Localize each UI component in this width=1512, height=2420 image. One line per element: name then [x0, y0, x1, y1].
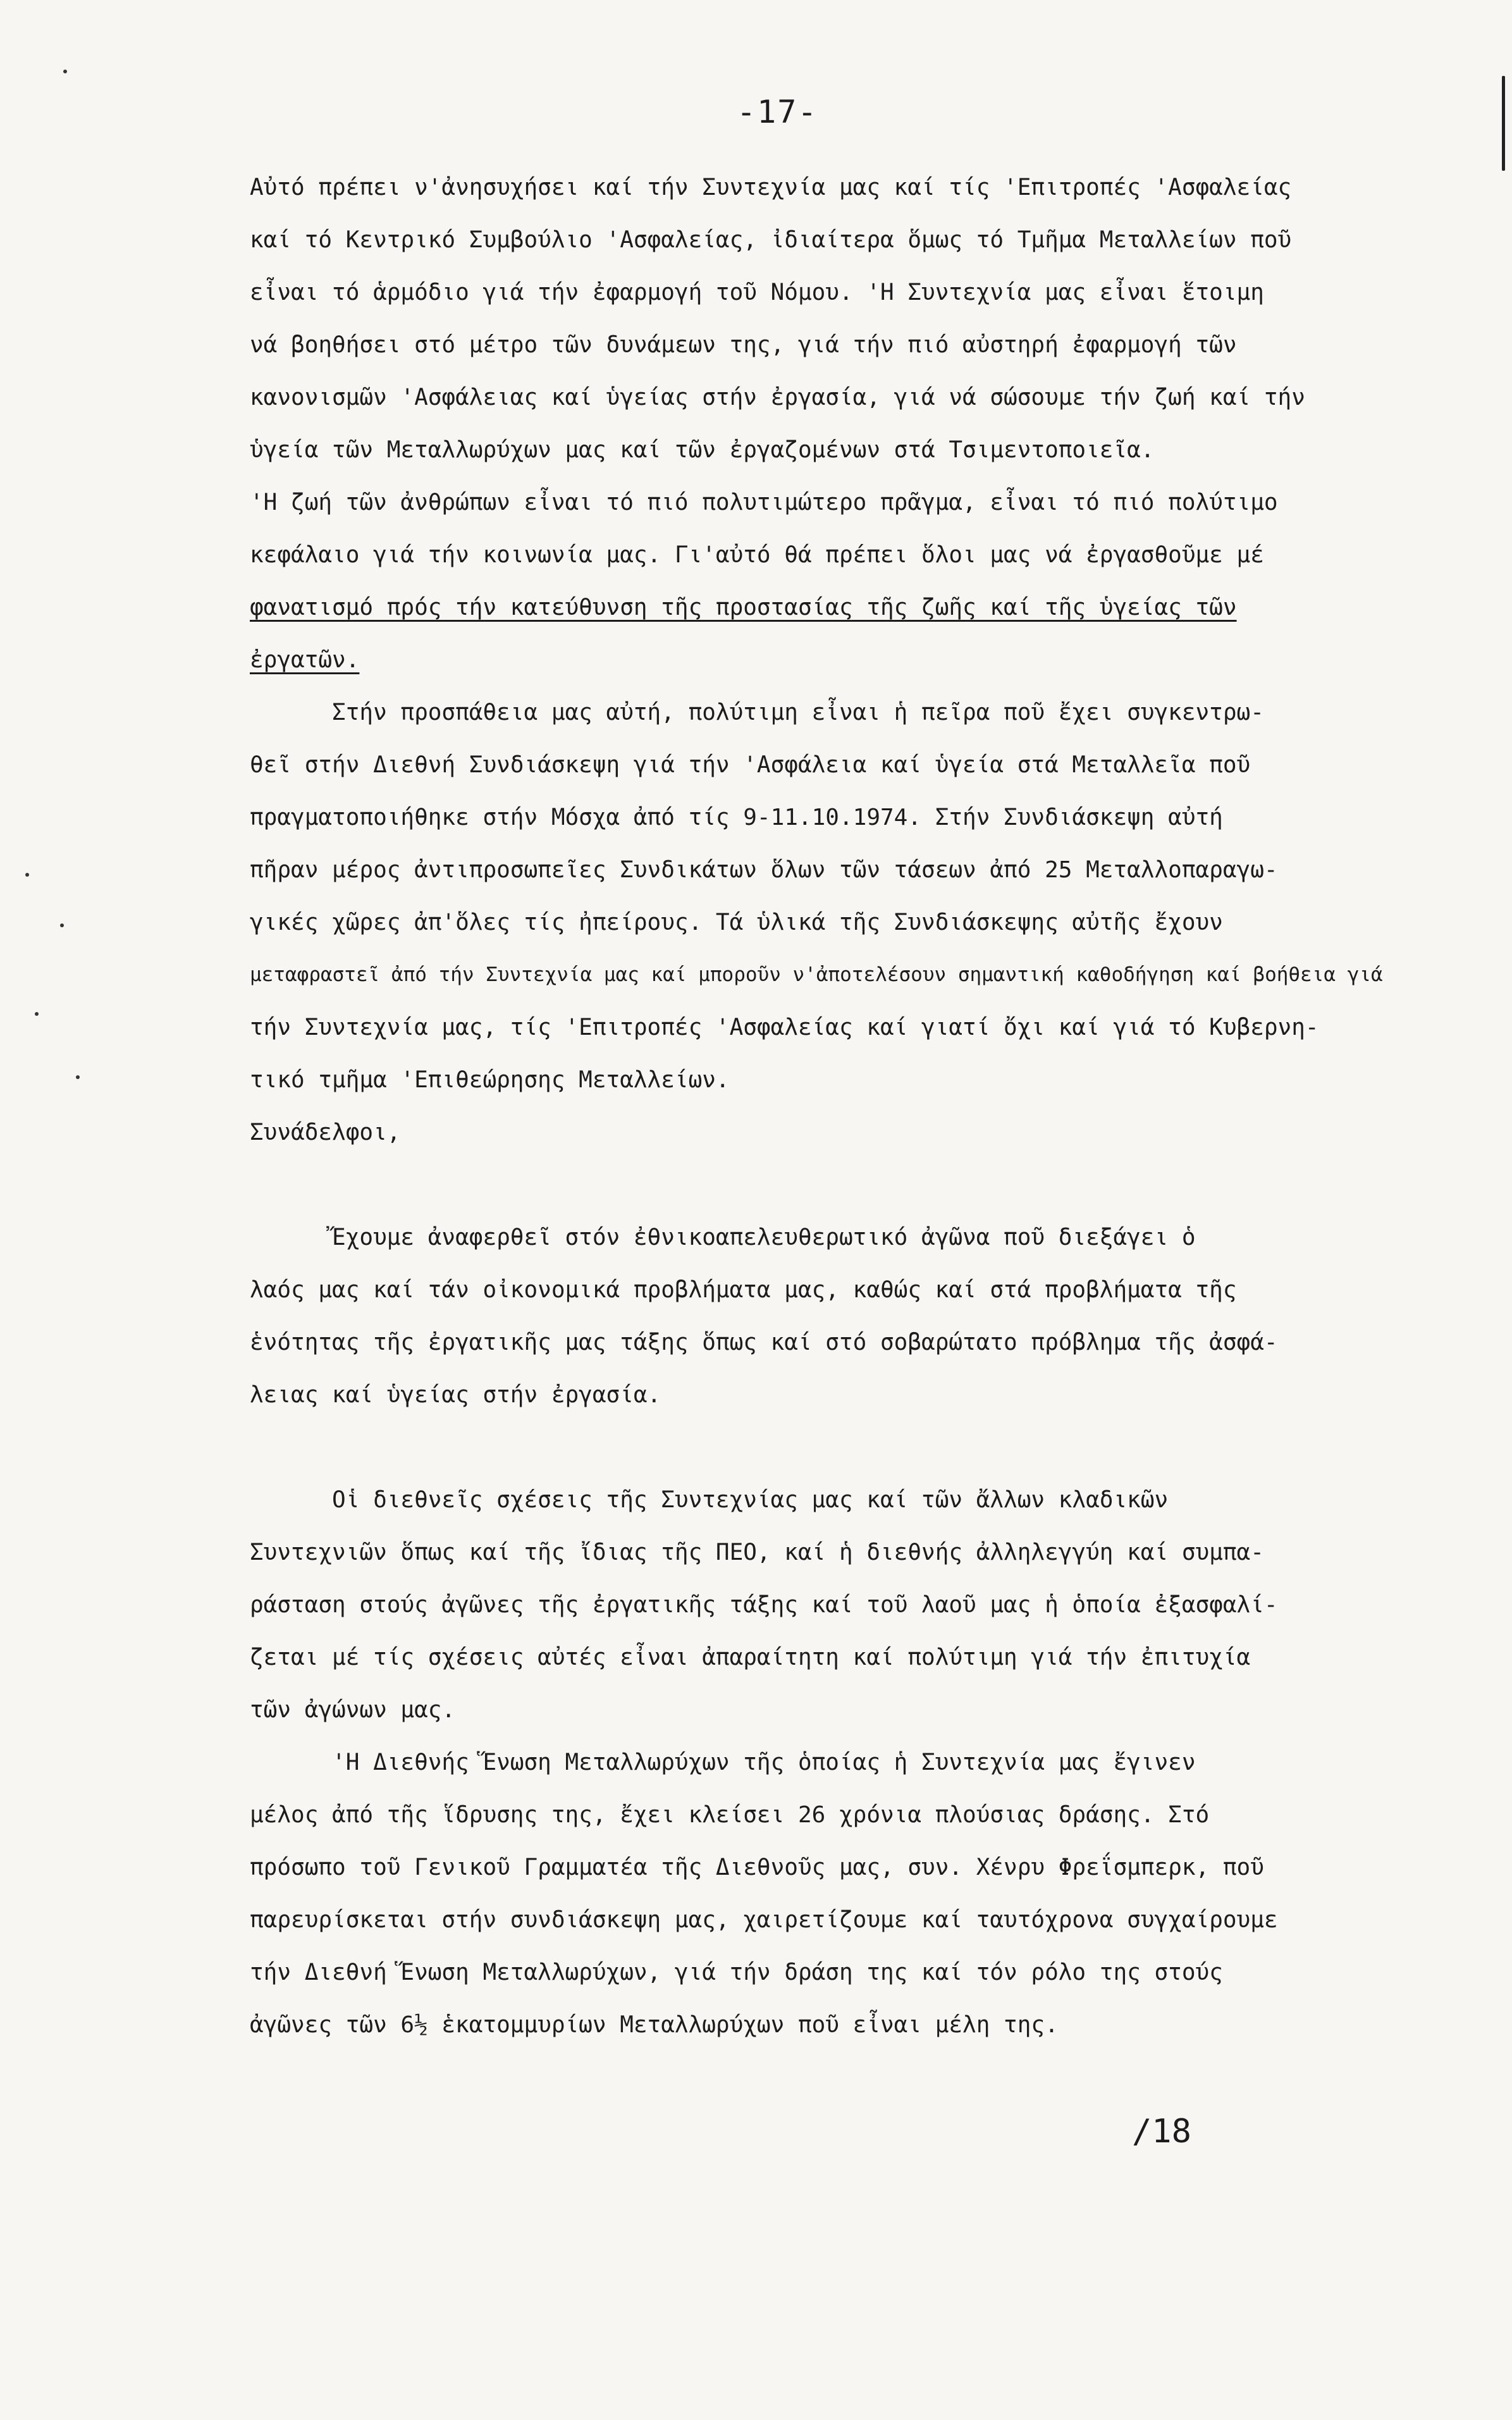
- page-number: -17-: [737, 94, 818, 130]
- text-line: γικές χῶρες ἀπ'ὅλες τίς ἠπείρους. Τά ὑλικά τῆς Συνδιάσκεψης αὐτῆς ἔχουν: [250, 910, 1223, 935]
- text-line: Αὐτό πρέπει ν'ἀνησυχήσει καί τήν Συντεχνία μας καί τίς 'Επιτροπές 'Ασφαλείας: [250, 175, 1292, 201]
- text-line: ράσταση στούς ἀγῶνες τῆς ἐργατικῆς τάξης καί τοῦ λαοῦ μας ἡ ὁποία ἐξασφαλί-: [250, 1592, 1278, 1618]
- next-page-reference: /18: [1132, 2113, 1191, 2151]
- text-line: μεταφραστεῖ ἀπό τήν Συντεχνία μας καί μποροῦν ν'ἀποτελέσουν σημαντική καθοδήγηση καί βοήθεια γιά: [250, 963, 1383, 986]
- salutation: Συνάδελφοι,: [250, 1120, 401, 1145]
- text-line: 'Η Διεθνής Ἕνωση Μεταλλωρύχων τῆς ὁποίας ἡ Συντεχνία μας ἔγινεν: [250, 1750, 1196, 1775]
- text-line: εἶναι τό ἁρμόδιο γιά τήν ἐφαρμογή τοῦ Νόμου. 'Η Συντεχνία μας εἶναι ἕτοιμη: [250, 280, 1264, 306]
- text-line: μέλος ἀπό τῆς ἵδρυσης της, ἔχει κλείσει 26 χρόνια πλούσιας δράσης. Στό: [250, 1802, 1210, 1828]
- text-line: τικό τμῆμα 'Επιθεώρησης Μεταλλείων.: [250, 1067, 730, 1093]
- scan-edge-mark: [1502, 76, 1505, 171]
- text-line: Ἔχουμε ἀναφερθεῖ στόν ἐθνικοαπελευθερωτικό ἀγῶνα ποῦ διεξάγει ὁ: [250, 1225, 1196, 1250]
- text-line: Στήν προσπάθεια μας αὐτή, πολύτιμη εἶναι ἡ πεῖρα ποῦ ἔχει συγκεντρω-: [250, 700, 1264, 725]
- text-line: ὑγεία τῶν Μεταλλωρύχων μας καί τῶν ἐργαζομένων στά Τσιμεντοποιεῖα.: [250, 437, 1155, 463]
- text-line: τήν Διεθνή Ἕνωση Μεταλλωρύχων, γιά τήν δράση της καί τόν ρόλο της στούς: [250, 1960, 1223, 1985]
- text-line: ἀγῶνες τῶν 6½ ἑκατομμυρίων Μεταλλωρύχων ποῦ εἶναι μέλη της.: [250, 2012, 1059, 2038]
- text-line: παρευρίσκεται στήν συνδιάσκεψη μας, χαιρετίζουμε καί ταυτόχρονα συγχαίρουμε: [250, 1907, 1278, 1933]
- scan-speck: [76, 1075, 80, 1079]
- text-line: πραγματοποιήθηκε στήν Μόσχα ἀπό τίς 9-11.10.1974. Στήν Συνδιάσκεψη αὐτή: [250, 805, 1223, 830]
- text-line: Οἱ διεθνεῖς σχέσεις τῆς Συντεχνίας μας καί τῶν ἄλλων κλαδικῶν: [250, 1487, 1169, 1513]
- text-line: τῶν ἀγώνων μας.: [250, 1697, 456, 1723]
- text-line: λαός μας καί τάν οἰκονομικά προβλήματα μας, καθώς καί στά προβλήματα τῆς: [250, 1277, 1237, 1303]
- blank-line: [250, 1159, 1486, 1211]
- scan-speck: [63, 70, 67, 73]
- text-line: τήν Συντεχνία μας, τίς 'Επιτροπές 'Ασφαλείας καί γιατί ὄχι καί γιά τό Κυβερνη-: [250, 1015, 1319, 1040]
- text-line: θεῖ στήν Διεθνή Συνδιάσκεψη γιά τήν 'Ασφάλεια καί ὑγεία στά Μεταλλεῖα ποῦ: [250, 752, 1251, 778]
- text-line: ἑνότητας τῆς ἐργατικῆς μας τάξης ὅπως καί στό σοβαρώτατο πρόβλημα τῆς ἀσφά-: [250, 1330, 1278, 1355]
- document-body: [250, 161, 1486, 2051]
- text-line: κεφάλαιο γιά τήν κοινωνία μας. Γι'αὐτό θά πρέπει ὅλοι μας νά ἐργασθοῦμε μέ: [250, 542, 1264, 568]
- scan-speck: [60, 923, 64, 927]
- text-line: Συντεχνιῶν ὅπως καί τῆς ἴδιας τῆς ΠΕΟ, καί ἡ διεθνής ἀλληλεγγύη καί συμπα-: [250, 1540, 1264, 1565]
- scan-speck: [25, 873, 29, 877]
- text-line: καί τό Κεντρικό Συμβούλιο 'Ασφαλείας, ἰδιαίτερα ὅμως τό Τμῆμα Μεταλλείων ποῦ: [250, 227, 1292, 253]
- text-line: νά βοηθήσει στό μέτρο τῶν δυνάμεων της, γιά τήν πιό αὐστηρή ἐφαρμογή τῶν: [250, 332, 1237, 358]
- text-line: 'Η ζωή τῶν ἀνθρώπων εἶναι τό πιό πολυτιμώτερο πρᾶγμα, εἶναι τό πιό πολύτιμο: [250, 490, 1278, 515]
- underlined-text-line: φανατισμό πρός τήν κατεύθυνση τῆς προστασίας τῆς ζωῆς καί τῆς ὑγείας τῶν: [250, 595, 1237, 620]
- text-line: πῆραν μέρος ἀντιπροσωπεῖες Συνδικάτων ὅλων τῶν τάσεων ἀπό 25 Μεταλλοπαραγω-: [250, 857, 1278, 883]
- blank-line: [250, 1421, 1486, 1474]
- text-line: ζεται μέ τίς σχέσεις αὐτές εἶναι ἀπαραίτητη καί πολύτιμη γιά τήν ἐπιτυχία: [250, 1645, 1251, 1670]
- text-line: λειας καί ὑγείας στήν ἐργασία.: [250, 1382, 661, 1408]
- scan-speck: [35, 1012, 39, 1016]
- text-line: κανονισμῶν 'Ασφάλειας καί ὑγείας στήν ἐργασία, γιά νά σώσουμε τήν ζωή καί τήν: [250, 385, 1305, 411]
- underlined-text-line: ἐργατῶν.: [250, 647, 360, 673]
- text-line: πρόσωπο τοῦ Γενικοῦ Γραμματέα τῆς Διεθνοῦς μας, συν. Χένρυ Φρεΐσμπερκ, ποῦ: [250, 1855, 1264, 1880]
